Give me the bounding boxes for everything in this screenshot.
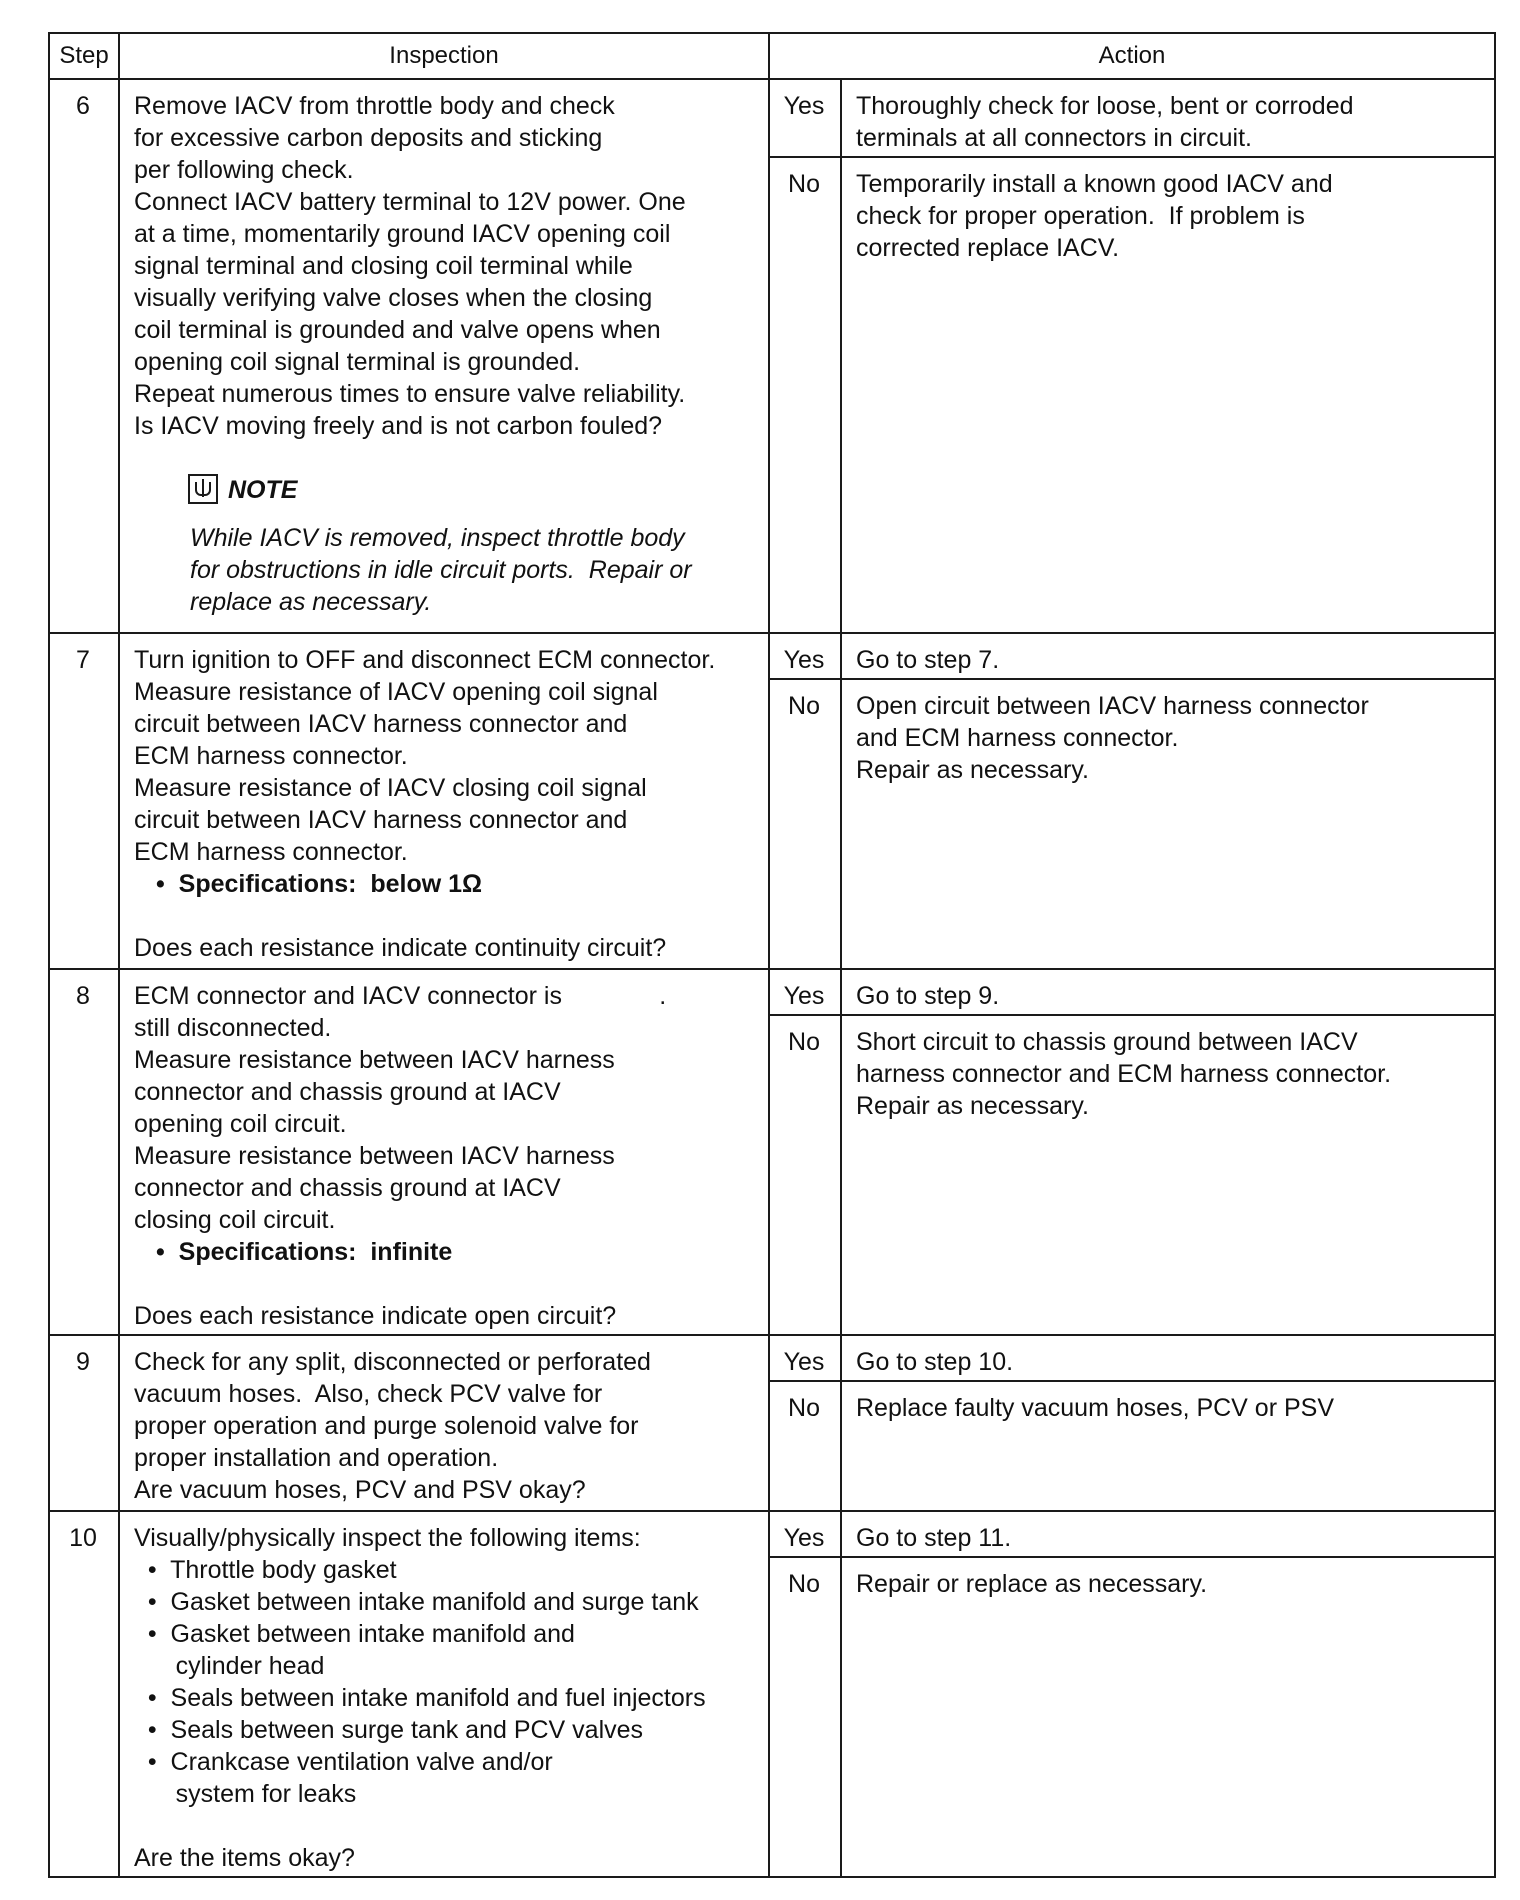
yes-action: Go to step 11. [856, 1524, 1012, 1552]
inspection-text: Visually/physically inspect the following items: • Throttle body gasket • Gasket between intake manifold and surge tank • Gasket between intake manifold and cylinder head • Seals between intake manifold and fuel injectors • Seals between surge tank and PCV valves • Crankcase ventilation valve and/or system for leaks [134, 1524, 706, 1808]
row-divider-7-8 [48, 968, 1496, 970]
no-action: Short circuit to chassis ground between IACV harness connector and ECM harness connector. Repair as necessary. [856, 1028, 1392, 1120]
inspection-text: Check for any split, disconnected or perforated vacuum hoses. Also, check PCV valve for proper operation and purge solenoid valve for proper installation and operation. Are vacuum hoses, PCV and PSV okay? [134, 1348, 651, 1504]
header-step: Step [59, 42, 109, 69]
inspection-question: Does each resistance indicate continuity circuit? [134, 934, 667, 962]
step-number: 9 [76, 1348, 90, 1376]
header-inspection: Inspection [389, 42, 499, 69]
no-label: No [788, 1394, 820, 1422]
no-action: Open circuit between IACV harness connector and ECM harness connector. Repair as necessary. [856, 692, 1369, 784]
column-divider-step [118, 32, 120, 1878]
yes-action: Go to step 7. [856, 646, 1000, 674]
row-8-yes-divider [768, 1014, 1496, 1016]
note-heading [188, 474, 297, 506]
no-label: No [788, 170, 820, 198]
table-border-left [48, 32, 50, 1878]
no-label: No [788, 1028, 820, 1056]
header-action: Action [1098, 42, 1166, 69]
inspection-text: Turn ignition to OFF and disconnect ECM connector. Measure resistance of IACV opening coil signal circuit between IACV harness connector and ECM harness connector. Measure resistance of IACV closing coil signal circuit between IACV harness connector and ECM harness connector. [134, 646, 716, 866]
table-border-right [1494, 32, 1496, 1878]
no-action: Replace faulty vacuum hoses, PCV or PSV [856, 1394, 1335, 1422]
table-border-bottom [48, 1876, 1496, 1878]
row-9-yes-divider [768, 1380, 1496, 1382]
row-10-yes-divider [768, 1556, 1496, 1558]
yes-action: Go to step 10. [856, 1348, 1014, 1376]
no-label: No [788, 1570, 820, 1598]
row-7-yes-divider [768, 678, 1496, 680]
inspection-text: Remove IACV from throttle body and check for excessive carbon deposits and sticking per following check. Connect IACV battery terminal to 12V power. One at a time, momentarily ground IACV opening coil signal terminal and closing coil terminal while visually verifying valve closes when the closing coil terminal is grounded and valve opens when opening coil signal terminal is grounded. Repeat numerous times to ensure valve reliability. Is IACV moving freely and is not carbon fouled? [134, 92, 686, 440]
column-divider-inspection [768, 32, 770, 1878]
note-title: NOTE [228, 476, 298, 504]
table-border-top [48, 32, 1496, 34]
yes-label: Yes [783, 1524, 825, 1552]
row-divider-9-10 [48, 1510, 1496, 1512]
no-action: Temporarily install a known good IACV and check for proper operation. If problem is corrected replace IACV. [856, 170, 1333, 262]
note-book-icon [188, 474, 218, 504]
inspection-question: Does each resistance indicate open circuit? [134, 1302, 617, 1330]
step-number: 8 [76, 982, 90, 1010]
row-divider-6-7 [48, 632, 1496, 634]
specification: • Specifications: infinite [156, 1238, 453, 1266]
yes-label: Yes [783, 982, 825, 1010]
step-number: 6 [76, 92, 90, 120]
step-number: 10 [69, 1524, 97, 1552]
yes-label: Yes [783, 646, 825, 674]
column-divider-answer [840, 80, 842, 1878]
yes-label: Yes [783, 92, 825, 120]
row-divider-8-9 [48, 1334, 1496, 1336]
row-6-yes-divider [768, 156, 1496, 158]
no-label: No [788, 692, 820, 720]
inspection-question: Are the items okay? [134, 1844, 355, 1872]
specification: • Specifications: below 1Ω [156, 870, 483, 898]
troubleshooting-table [48, 32, 1496, 1878]
header-divider [48, 78, 1496, 80]
yes-action: Go to step 9. [856, 982, 1000, 1010]
note-text: While IACV is removed, inspect throttle body for obstructions in idle circuit ports. Repair or replace as necessary. [190, 524, 692, 616]
no-action: Repair or replace as necessary. [856, 1570, 1208, 1598]
step-number: 7 [76, 646, 90, 674]
inspection-text: ECM connector and IACV connector is . still disconnected. Measure resistance between IACV harness connector and chassis ground at IACV opening coil circuit. Measure resistance between IACV harness connector and chassis ground at IACV closing coil circuit. [134, 982, 667, 1234]
yes-label: Yes [783, 1348, 825, 1376]
yes-action: Thoroughly check for loose, bent or corroded terminals at all connectors in circuit. [856, 92, 1354, 152]
